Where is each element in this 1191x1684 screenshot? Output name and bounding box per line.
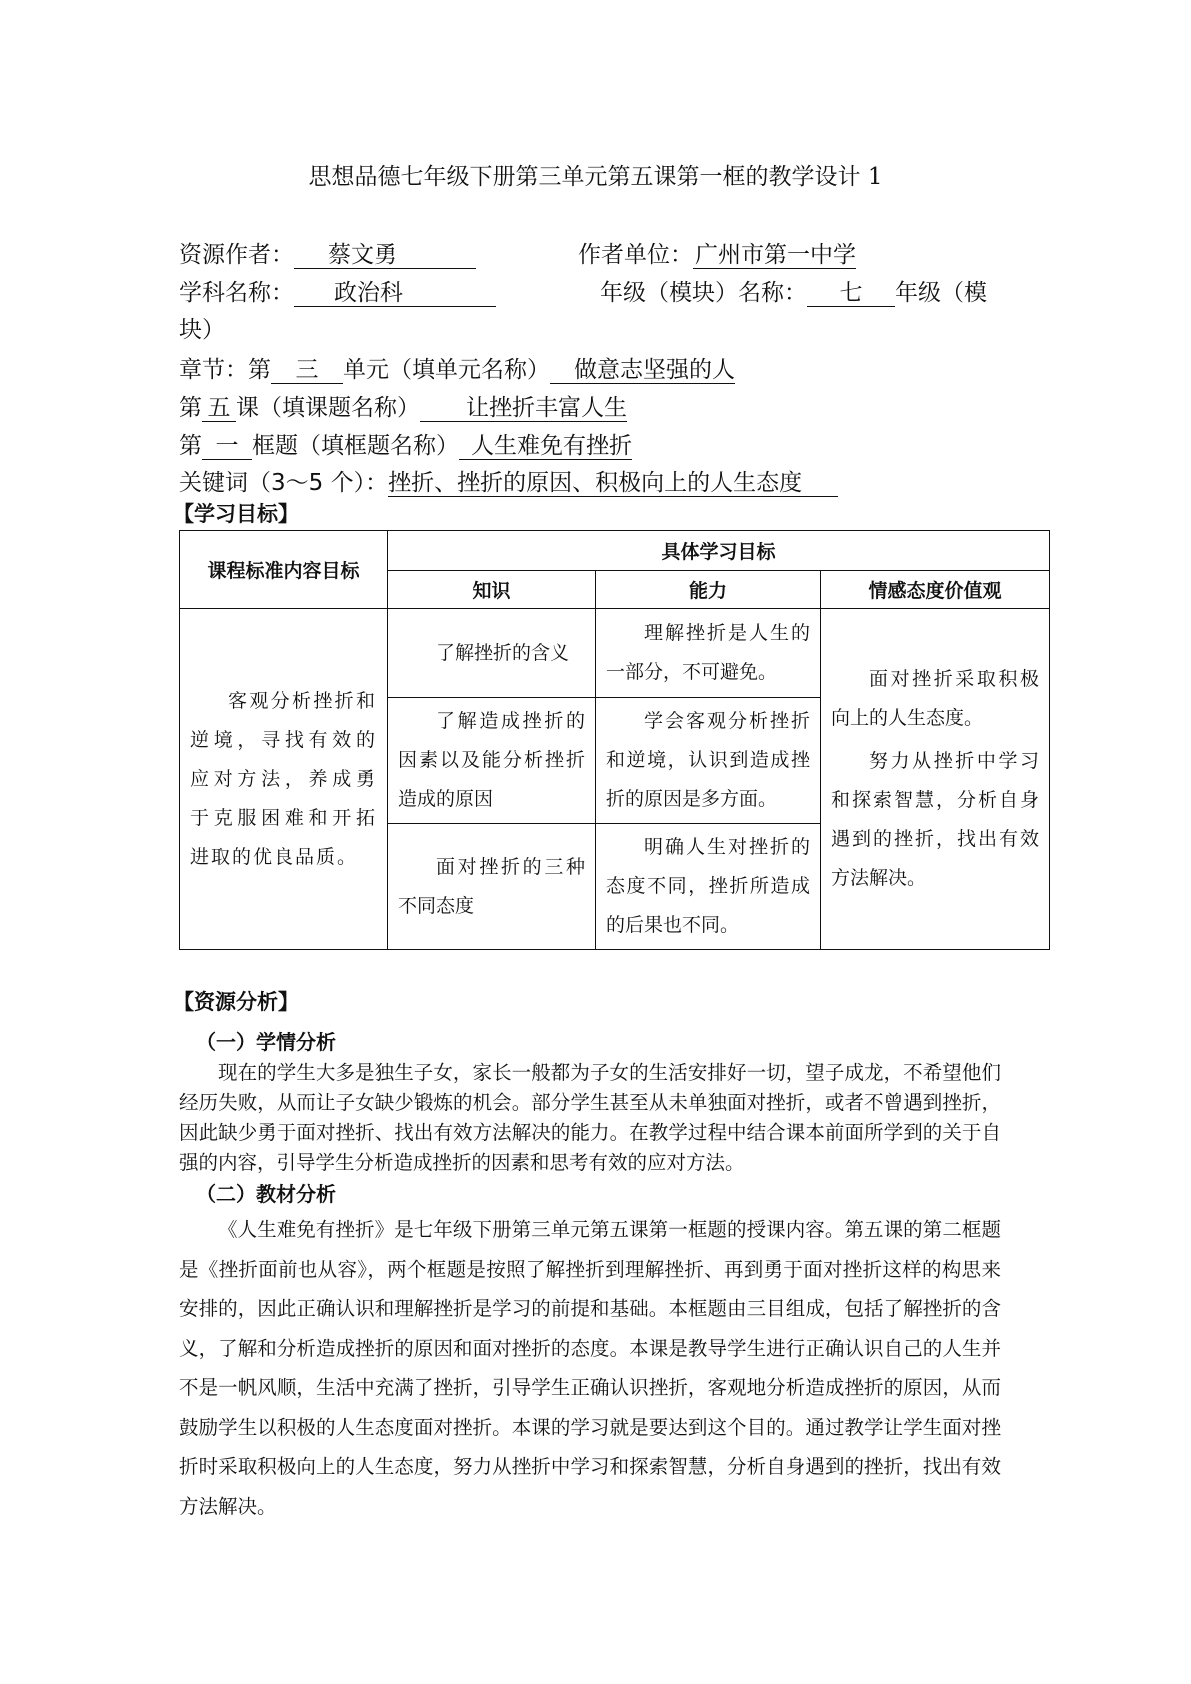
grade-suffix-wrap: 块） [179, 317, 225, 343]
unit-row [578, 236, 856, 269]
ability-text-2: 学会客观分析挫折和逆境，认识到造成挫折的原因是多方面。 [606, 710, 810, 810]
lesson-name: 让挫折丰富人生 [420, 395, 627, 422]
textbook-analysis-heading: （二）教材分析 [196, 1182, 336, 1206]
header-emotion: 情感态度价值观 [821, 571, 1050, 609]
knowledge-text-1: 了解挫折的含义 [436, 642, 570, 664]
subject-label: 学科名称： [179, 280, 294, 306]
frame-name: 人生难免有挫折 [459, 433, 632, 460]
author-row [179, 236, 476, 269]
learner-analysis-heading: （一）学情分析 [196, 1030, 336, 1054]
emotion-text-1: 面对挫折采取积极向上的人生态度。 [831, 668, 1040, 729]
analysis-heading: 【资源分析】 [173, 990, 299, 1014]
knowledge-cell-3 [388, 824, 596, 950]
frame-prefix: 第 [179, 433, 202, 459]
emotion-cell [821, 609, 1050, 950]
lesson-mid: 课（填课题名称） [236, 395, 420, 421]
unit-value: 广州市第一中学 [695, 242, 856, 268]
author-value: 蔡文勇 [294, 242, 476, 269]
grade-row [600, 274, 987, 307]
knowledge-cell-1 [388, 609, 596, 698]
grade-value: 七 [807, 280, 895, 307]
knowledge-cell-2 [388, 698, 596, 824]
ability-cell-2 [596, 698, 821, 824]
frame-number: 一 [202, 433, 252, 460]
chapter-prefix: 章节：第 [179, 357, 271, 383]
header-knowledge: 知识 [388, 571, 596, 609]
grade-label: 年级（模块）名称： [600, 280, 807, 306]
learning-goals-table [179, 530, 1050, 950]
lesson-number: 五 [202, 395, 236, 422]
lesson-row [179, 389, 627, 422]
chapter-row [179, 351, 735, 384]
subject-row [179, 274, 496, 307]
ability-text-1: 理解挫折是人生的一部分，不可避免。 [606, 622, 810, 683]
chapter-number: 三 [271, 357, 343, 384]
ability-cell-3 [596, 824, 821, 950]
frame-row [179, 427, 632, 460]
emotion-text-2: 努力从挫折中学习和探索智慧，分析自身遇到的挫折，找出有效方法解决。 [831, 750, 1040, 889]
header-standard: 课程标准内容目标 [180, 531, 388, 609]
subject-value: 政治科 [294, 280, 496, 307]
keywords-label: 关键词（3～5 个）： [179, 470, 389, 496]
keywords-row [179, 464, 838, 497]
ability-cell-1 [596, 609, 821, 698]
lesson-prefix: 第 [179, 395, 202, 421]
grade-suffix: 年级（模 [895, 280, 987, 306]
chapter-mid: 单元（填单元名称） [343, 357, 550, 383]
ability-text-3: 明确人生对挫折的态度不同，挫折所造成的后果也不同。 [606, 836, 810, 936]
knowledge-text-3: 面对挫折的三种不同态度 [398, 855, 585, 917]
header-ability: 能力 [596, 571, 821, 609]
chapter-name: 做意志坚强的人 [550, 357, 735, 384]
knowledge-text-2: 了解造成挫折的因素以及能分析挫折造成的原因 [398, 710, 585, 810]
standard-text: 客观分析挫折和逆境，寻找有效的应对方法，养成勇于克服困难和开拓进取的优良品质。 [190, 689, 377, 868]
learner-analysis-paragraph: 现在的学生大多是独生子女，家长一般都为子女的生活安排好一切，望子成龙，不希望他们经历失败，从而让子女缺少锻炼的机会。部分学生甚至从未单独面对挫折，或者不曾遇到挫折，因此缺少勇于面对挫折、找出有效方法解决的能力。在教学过程中结合课本前面所学到的关于自强的内容，引导学生分析造成挫折的因素和思考有效的应对方法。 [179, 1061, 1001, 1174]
standard-cell [180, 609, 388, 950]
textbook-analysis-paragraph: 《人生难免有挫折》是七年级下册第三单元第五课第一框题的授课内容。第五课的第二框题是《挫折面前也从容》，两个框题是按照了解挫折到理解挫折、再到勇于面对挫折这样的构思来安排的，因此正确认识和理解挫折是学习的前提和基础。本框题由三目组成，包括了解挫折的含义，了解和分析造成挫折的原因和面对挫折的态度。本课是教导学生进行正确认识自己的人生并不是一帆风顺，生活中充满了挫折，引导学生正确认识挫折，客观地分析造成挫折的原因，从而鼓励学生以积极的人生态度面对挫折。本课的学习就是要达到这个目的。通过教学让学生面对挫折时采取积极向上的人生态度，努力从挫折中学习和探索智慧，分析自身遇到的挫折，找出有效方法解决。 [179, 1218, 1001, 1518]
frame-mid: 框题（填框题名称） [252, 433, 459, 459]
unit-label: 作者单位： [578, 242, 693, 268]
header-specific: 具体学习目标 [388, 531, 1050, 571]
goals-heading: 【学习目标】 [173, 502, 299, 526]
keywords-value: 挫折、挫折的原因、积极向上的人生态度 [388, 470, 838, 497]
document-title: 思想品德七年级下册第三单元第五课第一框的教学设计 1 [308, 164, 883, 190]
author-label: 资源作者： [179, 242, 294, 268]
